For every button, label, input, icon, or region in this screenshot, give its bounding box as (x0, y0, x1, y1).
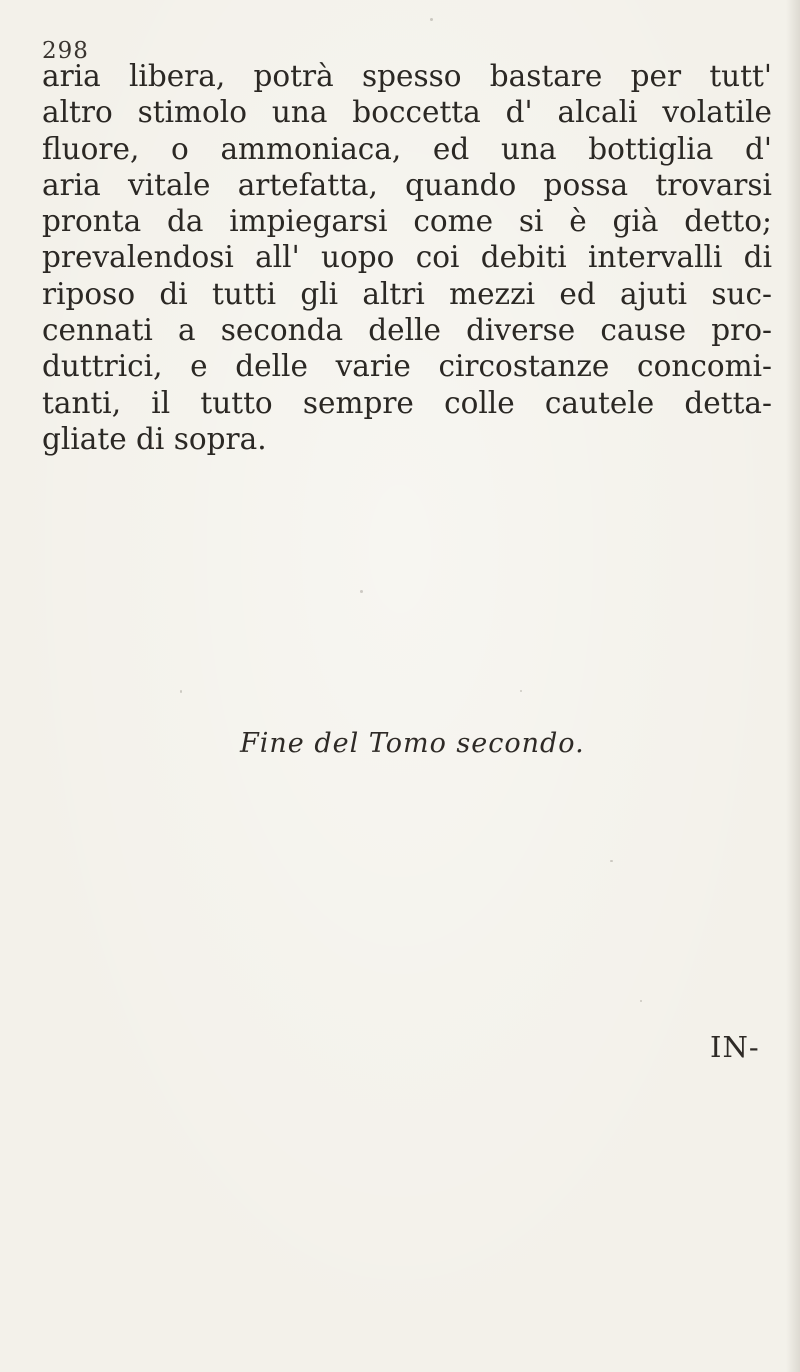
text-line-5: pronta da impiegarsi come si è già detto; (42, 204, 772, 239)
text-line-1: aria libera, potrà spesso bastare per tutt' (42, 59, 772, 93)
paper-speck (520, 690, 522, 692)
text-line-4: aria vitale artefatta, quando possa trovarsi (42, 167, 772, 202)
text-line-6: prevalendosi all' uopo coi debiti intervalli di (42, 240, 772, 275)
paper-speck (360, 590, 363, 593)
text-line-11: gliate di sopra. (42, 421, 267, 456)
paper-speck (430, 18, 433, 21)
body-text (42, 58, 772, 457)
colophon-end-of-volume: Fine del Tomo secondo. (240, 728, 585, 759)
text-line-9: duttrici, e delle varie circostanze concomi- (42, 349, 772, 384)
paper-speck (180, 690, 182, 693)
text-line-8: cennati a seconda delle diverse cause pro- (42, 313, 772, 348)
catchword: IN- (710, 1030, 760, 1064)
text-line-7: riposo di tutti gli altri mezzi ed ajuti suc- (42, 276, 772, 311)
text-line-10: tanti, il tutto sempre colle cautele detta- (42, 385, 772, 420)
text-line-3: fluore, o ammoniaca, ed una bottiglia d' (42, 131, 772, 166)
paper-speck (610, 860, 613, 862)
page-edge-shadow (786, 0, 800, 1372)
text-line-2: altro stimolo una boccetta d' alcali volatile (42, 95, 772, 130)
page-number: 298 (42, 38, 89, 64)
paper-speck (640, 1000, 642, 1002)
